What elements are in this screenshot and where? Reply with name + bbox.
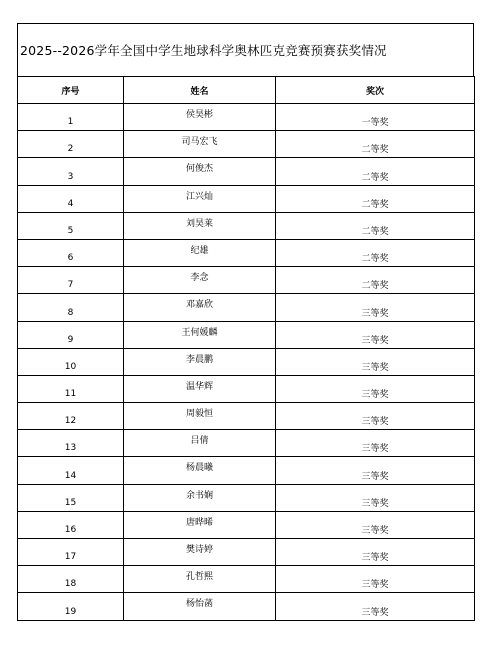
award-level: 三等奖 — [361, 471, 389, 482]
award-sheet — [17, 23, 474, 621]
row-number: 18 — [64, 579, 77, 590]
row-number: 14 — [64, 470, 77, 481]
award-level-cell — [276, 539, 475, 566]
row-number-cell — [18, 566, 124, 593]
student-name-cell — [124, 593, 276, 620]
student-name-cell — [124, 484, 276, 511]
award-level: 三等奖 — [361, 417, 389, 428]
student-name-cell — [124, 158, 276, 185]
row-number: 17 — [64, 552, 77, 563]
student-name: 司马宏飞 — [181, 137, 218, 148]
table-row — [18, 158, 475, 185]
student-name: 纪雄 — [190, 245, 209, 256]
header-number: 序号 — [18, 77, 124, 104]
row-number: 7 — [67, 280, 74, 291]
table-row — [18, 457, 475, 484]
table-row — [18, 239, 475, 266]
row-number: 19 — [64, 606, 77, 617]
award-level-cell — [276, 511, 475, 538]
row-number-cell — [18, 321, 124, 348]
row-number: 2 — [67, 144, 74, 155]
student-name-cell — [124, 212, 276, 239]
student-name-cell — [124, 375, 276, 402]
row-number: 1 — [67, 117, 74, 128]
student-name-cell — [124, 239, 276, 266]
row-number-cell — [18, 375, 124, 402]
award-level: 一等奖 — [361, 118, 389, 129]
header-award: 奖次 — [276, 77, 475, 104]
student-name-cell — [124, 294, 276, 321]
award-level-cell — [276, 239, 475, 266]
student-name-cell — [124, 457, 276, 484]
award-level-cell — [276, 593, 475, 620]
table-row — [18, 104, 475, 131]
row-number: 8 — [67, 307, 74, 318]
student-name: 温华辉 — [185, 381, 213, 392]
table-row — [18, 321, 475, 348]
award-level: 二等奖 — [361, 226, 389, 237]
table-row — [18, 593, 475, 620]
row-number-cell — [18, 348, 124, 375]
student-name: 王何媛麟 — [181, 327, 218, 338]
student-name: 吕倩 — [190, 436, 209, 447]
table-row — [18, 430, 475, 457]
award-level: 三等奖 — [361, 362, 389, 373]
table-row — [18, 511, 475, 538]
student-name: 杨怡菡 — [185, 599, 213, 610]
table-row — [18, 212, 475, 239]
award-level-cell — [276, 104, 475, 131]
award-level-cell — [276, 430, 475, 457]
award-level: 二等奖 — [361, 281, 389, 292]
row-number-cell — [18, 239, 124, 266]
student-name: 孔哲熙 — [185, 572, 213, 583]
table-row — [18, 484, 475, 511]
row-number: 4 — [67, 198, 74, 209]
award-level: 三等奖 — [361, 444, 389, 455]
row-number-cell — [18, 131, 124, 158]
row-number-cell — [18, 104, 124, 131]
student-name-cell — [124, 267, 276, 294]
award-level: 三等奖 — [361, 553, 389, 564]
table-row — [18, 185, 475, 212]
award-level-cell — [276, 131, 475, 158]
row-number: 10 — [64, 361, 77, 372]
award-level: 二等奖 — [361, 172, 389, 183]
student-name-cell — [124, 566, 276, 593]
student-name: 江兴灿 — [185, 191, 213, 202]
award-level-cell — [276, 321, 475, 348]
award-level: 二等奖 — [361, 145, 389, 156]
row-number: 3 — [67, 171, 74, 182]
table-row — [18, 294, 475, 321]
award-level-cell — [276, 185, 475, 212]
award-level-cell — [276, 267, 475, 294]
award-level: 二等奖 — [361, 199, 389, 210]
award-level-cell — [276, 403, 475, 430]
award-level-cell — [276, 212, 475, 239]
award-level: 三等奖 — [361, 607, 389, 618]
award-level-cell — [276, 348, 475, 375]
student-name: 邓嘉欣 — [185, 300, 213, 311]
student-name-cell — [124, 185, 276, 212]
row-number: 12 — [64, 416, 77, 427]
row-number: 13 — [64, 443, 77, 454]
row-number: 16 — [64, 525, 77, 535]
student-name: 刘昊莱 — [185, 218, 213, 229]
row-number-cell — [18, 158, 124, 185]
table-row — [18, 375, 475, 402]
student-name: 杨晨曦 — [185, 463, 213, 474]
row-number: 6 — [67, 253, 74, 264]
table-row — [18, 539, 475, 566]
table-row — [18, 131, 475, 158]
award-level: 三等奖 — [361, 335, 389, 346]
row-number: 15 — [64, 497, 77, 508]
row-number-cell — [18, 212, 124, 239]
row-number-cell — [18, 484, 124, 511]
student-name-cell — [124, 348, 276, 375]
award-level-cell — [276, 294, 475, 321]
award-level-cell — [276, 484, 475, 511]
row-number: 11 — [64, 389, 77, 400]
award-level: 三等奖 — [361, 390, 389, 401]
row-number-cell — [18, 185, 124, 212]
row-number-cell — [18, 511, 124, 538]
header-name: 姓名 — [124, 77, 276, 104]
row-number: 9 — [67, 334, 74, 345]
row-number-cell — [18, 267, 124, 294]
row-number-cell — [18, 294, 124, 321]
award-level-cell — [276, 457, 475, 484]
student-name: 侯昊彬 — [185, 110, 213, 120]
award-table — [17, 76, 475, 621]
student-name-cell — [124, 403, 276, 430]
student-name: 唐晔晞 — [185, 517, 213, 528]
student-name-cell — [124, 539, 276, 566]
award-level: 三等奖 — [361, 308, 389, 319]
student-name: 周毅恒 — [185, 409, 213, 420]
student-name: 何俊杰 — [185, 164, 213, 175]
award-level: 三等奖 — [361, 580, 389, 591]
table-row — [18, 566, 475, 593]
award-level: 三等奖 — [361, 498, 389, 509]
student-name: 李晨鹏 — [185, 354, 213, 365]
row-number-cell — [18, 430, 124, 457]
row-number-cell — [18, 403, 124, 430]
title-text: 2025--2026学年全国中学生地球科学奥林匹克竞赛预赛获奖情况 — [20, 43, 387, 58]
header-row — [18, 77, 475, 104]
award-level-cell — [276, 566, 475, 593]
row-number-cell — [18, 457, 124, 484]
student-name-cell — [124, 131, 276, 158]
award-level: 三等奖 — [361, 526, 389, 536]
row-number: 5 — [67, 225, 74, 236]
award-level-cell — [276, 158, 475, 185]
student-name: 余书娴 — [185, 490, 213, 501]
student-name: 樊诗婷 — [185, 545, 213, 555]
row-number-cell — [18, 593, 124, 620]
student-name-cell — [124, 430, 276, 457]
table-row — [18, 403, 475, 430]
row-number-cell — [18, 539, 124, 566]
student-name-cell — [124, 104, 276, 131]
student-name: 李念 — [190, 273, 209, 284]
table-row — [18, 348, 475, 375]
table-row — [18, 267, 475, 294]
student-name-cell — [124, 321, 276, 348]
sheet-title — [17, 23, 474, 76]
award-level-cell — [276, 375, 475, 402]
award-level: 二等奖 — [361, 254, 389, 265]
student-name-cell — [124, 511, 276, 538]
